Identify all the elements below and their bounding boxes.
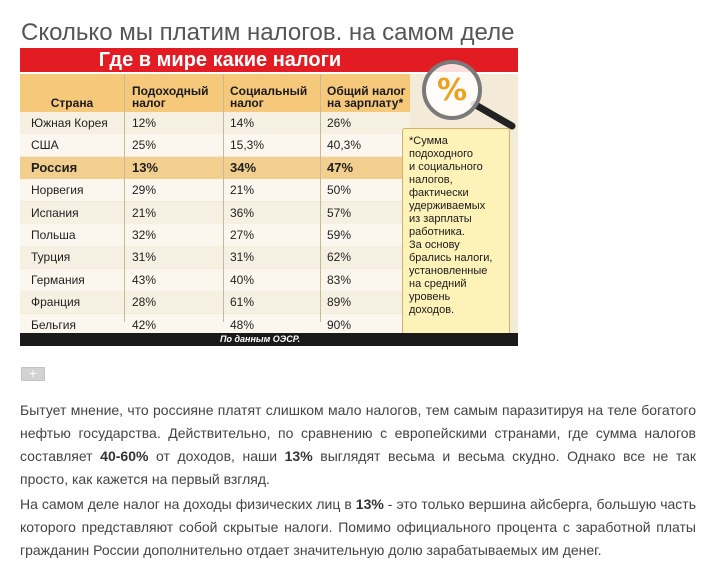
- source-label: По данным ОЭСР.: [220, 334, 301, 344]
- cell-total-tax: 62%: [327, 250, 352, 265]
- cell-country: США: [31, 138, 59, 153]
- table-row: [20, 291, 410, 313]
- column-divider: [320, 74, 321, 322]
- cell-country: Франция: [31, 295, 81, 310]
- column-header-social-tax-label: Социальный налог: [230, 84, 308, 110]
- table-row: [20, 179, 410, 201]
- banner-title: Где в мире какие налоги: [98, 49, 342, 71]
- column-header-income-tax: [132, 74, 222, 112]
- cell-income-tax: 31%: [132, 250, 157, 265]
- column-header-total-tax-label: Общий налог на зарплату*: [327, 84, 406, 110]
- cell-social-tax: 31%: [230, 250, 255, 265]
- footnote-box: *Сумма подоходного и социального налогов, фактически удерживаемых из зарплаты работника. За основу брались налоги, установленные на средний уровень доходов.: [402, 128, 510, 338]
- expand-image-button[interactable]: [21, 367, 45, 381]
- cell-income-tax: 42%: [132, 317, 157, 332]
- cell-total-tax: 90%: [327, 317, 352, 332]
- source-bar: [20, 333, 518, 346]
- cell-income-tax: 12%: [132, 116, 157, 130]
- cell-total-tax: 50%: [327, 183, 352, 198]
- column-header-country-label: Страна: [50, 96, 94, 110]
- cell-social-tax: 36%: [230, 205, 255, 220]
- article-paragraph: [20, 399, 696, 491]
- paragraph-text: На самом деле налог на доходы физических лиц в: [20, 496, 356, 512]
- cell-income-tax: 43%: [132, 272, 157, 287]
- cell-social-tax: 15,3%: [230, 138, 265, 153]
- plus-icon: +: [28, 367, 38, 380]
- page-title: Сколько мы платим налогов. на самом деле: [21, 19, 515, 46]
- column-divider: [223, 74, 224, 322]
- cell-total-tax: 89%: [327, 295, 352, 310]
- table-row: [20, 112, 410, 134]
- emphasis-text: 13%: [355, 496, 384, 512]
- table-row: [20, 134, 410, 156]
- tax-infographic: [20, 48, 518, 346]
- cell-total-tax: 83%: [327, 272, 352, 287]
- cell-country: Турция: [31, 250, 71, 265]
- cell-social-tax: 61%: [230, 295, 255, 310]
- cell-social-tax: 14%: [230, 116, 255, 130]
- paragraph-text: Бытует мнение, что россияне платят слишком мало налогов, тем самым паразитируя на теле богатого нефтью государства. Действительно, по сравнению с европейскими странами, где сумма налогов составляет: [20, 402, 696, 464]
- column-divider: [124, 74, 125, 322]
- table-row: [20, 269, 410, 291]
- cell-income-tax: 28%: [132, 295, 157, 310]
- magnifier-icon: [412, 58, 518, 130]
- cell-country: Испания: [31, 205, 79, 220]
- cell-country: Норвегия: [31, 183, 84, 198]
- cell-total-tax: 26%: [327, 116, 352, 130]
- cell-country: Бельгия: [31, 317, 76, 332]
- paragraph-text: от доходов, наши: [148, 448, 285, 464]
- emphasis-text: 13%: [284, 448, 313, 464]
- cell-social-tax: 21%: [230, 183, 255, 198]
- cell-total-tax: 40,3%: [327, 138, 362, 153]
- cell-social-tax: 27%: [230, 228, 255, 242]
- emphasis-text: 40-60%: [100, 448, 149, 464]
- column-header-social-tax: [230, 74, 320, 112]
- cell-social-tax: 34%: [230, 159, 257, 175]
- cell-total-tax: 57%: [327, 205, 352, 220]
- table-row: [20, 202, 410, 224]
- cell-social-tax: 48%: [230, 317, 255, 332]
- table-row: [20, 224, 410, 246]
- cell-income-tax: 21%: [132, 205, 157, 220]
- cell-country: Россия: [31, 159, 78, 175]
- cell-income-tax: 25%: [132, 138, 157, 153]
- cell-country: Польша: [31, 228, 76, 242]
- cell-total-tax: 47%: [327, 159, 354, 175]
- magnifier-percent-label: %: [436, 73, 468, 108]
- cell-total-tax: 59%: [327, 228, 352, 242]
- cell-social-tax: 40%: [230, 272, 255, 287]
- column-header-income-tax-label: Подоходный налог: [132, 84, 209, 110]
- table-row: [20, 246, 410, 268]
- table-row: [20, 157, 410, 179]
- cell-income-tax: 32%: [132, 228, 157, 242]
- cell-income-tax: 13%: [132, 159, 159, 175]
- cell-income-tax: 29%: [132, 183, 157, 198]
- column-header-country: [20, 74, 124, 112]
- cell-country: Германия: [31, 272, 85, 287]
- cell-country: Южная Корея: [31, 116, 108, 130]
- paragraph-text: выглядят весьма и весьма скудно. Однако все не так просто, как кажется на первый взгляд.: [20, 448, 696, 487]
- article-paragraph: [20, 493, 696, 562]
- paragraph-text: - это только вершина айсберга, большую часть которого представляют собой скрытые налоги. Помимо официального процента с заработной платы гражданин России дополнительно отдает значительную долю зарабатываемых им денег.: [20, 496, 696, 558]
